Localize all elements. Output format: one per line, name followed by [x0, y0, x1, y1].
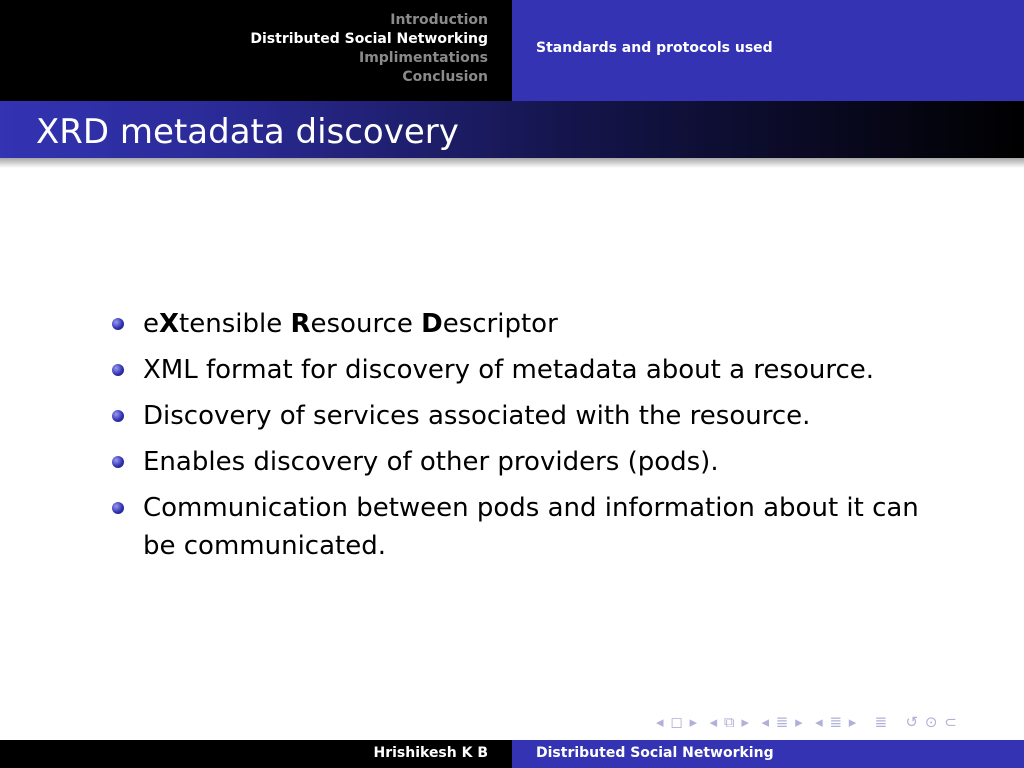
document-nav-icon[interactable]: ◂ ≣ ▸ — [815, 713, 858, 731]
section-link-implimentations[interactable]: Implimentations — [358, 50, 488, 66]
bullet-text: e — [143, 309, 159, 339]
footer-title-box — [512, 740, 1024, 768]
section-nav-icon[interactable]: ◂ ≣ ▸ — [761, 713, 804, 731]
frame-title-bar — [0, 101, 1024, 158]
bullet-item — [112, 305, 932, 343]
bullet-text: tensible — [179, 309, 291, 339]
bullet-ball-icon — [112, 502, 124, 514]
header-section-nav — [0, 0, 512, 101]
bullet-emphasis: X — [159, 309, 180, 339]
frame-nav-icon[interactable]: ◂ ◻ ▸ — [656, 713, 699, 731]
bullet-item — [112, 443, 932, 481]
section-link-introduction[interactable]: Introduction — [390, 12, 488, 28]
search-nav-icon[interactable]: ↺ ⊙ ⊂ — [905, 713, 958, 731]
title-shadow — [0, 158, 1024, 168]
bullet-ball-icon — [112, 456, 124, 468]
bullet-text: esource — [310, 309, 422, 339]
bullet-text: Enables discovery of other providers (pods). — [143, 447, 719, 477]
footer-title: Distributed Social Networking — [536, 745, 774, 761]
section-link-conclusion[interactable]: Conclusion — [402, 69, 488, 85]
header-subsection — [512, 0, 1024, 101]
bullet-emphasis: D — [421, 309, 443, 339]
bullet-text: XML format for discovery of metadata about a resource. — [143, 355, 875, 385]
section-list — [250, 11, 488, 87]
footer-author: Hrishikesh K B — [373, 745, 488, 761]
frame-title: XRD metadata discovery — [36, 112, 459, 152]
bullet-ball-icon — [112, 410, 124, 422]
bullet-ball-icon — [112, 318, 124, 330]
section-link-distributed-social-networking[interactable]: Distributed Social Networking — [250, 31, 488, 47]
bullet-list — [112, 305, 932, 573]
subsection-nav-icon[interactable]: ◂ ⧉ ▸ — [709, 713, 750, 731]
bullet-item — [112, 351, 932, 389]
bullet-emphasis: R — [290, 309, 311, 339]
bullet-item — [112, 397, 932, 435]
subsection-link[interactable]: Standards and protocols used — [536, 40, 773, 56]
navigation-symbols — [656, 713, 958, 731]
bullet-item — [112, 489, 932, 565]
appendix-nav-icon[interactable]: ≣ — [874, 713, 889, 731]
bullet-text: Discovery of services associated with the resource. — [143, 401, 811, 431]
bullet-text: Communication between pods and information about it can be communicated. — [143, 493, 919, 561]
bullet-text: escriptor — [442, 309, 558, 339]
bullet-ball-icon — [112, 364, 124, 376]
footer-author-box — [0, 740, 512, 768]
